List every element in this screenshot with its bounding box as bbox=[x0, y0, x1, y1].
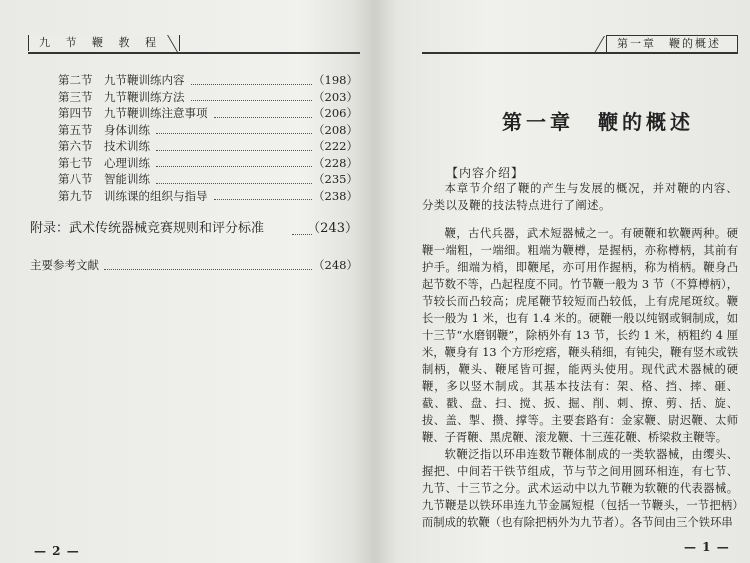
tab-slant bbox=[594, 36, 619, 53]
left-page bbox=[0, 0, 372, 563]
right-page bbox=[380, 0, 750, 563]
leader-dots bbox=[156, 133, 312, 134]
paragraph: 鞭，古代兵器，武术短器械之一。有硬鞭和软鞭两种。硬鞭一端粗，一端细。粗端为鞭樽，是握柄，亦称樽柄，其前有护手。细端为梢，即鞭尾，亦可用作握柄，称为梢柄。鞭身凸起节数不等，凸起程度不同。竹节鞭一般为 3 节（不算樽柄），节较长而凸较高；虎尾鞭节较短而凸较低，上有虎尾斑纹。鞭长一般为 1 米，也有 1.4 米的。硬鞭一般以纯钢或铜制成，如十三节“水磨钢鞭”，除柄外有 13 节，长约 1 米，柄粗约 4 厘米，鞭身有 13 个方形疙瘩，鞭头稍细，有钝尖，鞭有竖木或铁制柄，鞭头、鞭尾皆可握，能两头使用。现代武术器械的硬鞭，多以竖木制成。其基本技法有：架、格、挡、摔、砸、截、戳、盘、扫、搅、扳、掘、削、刺、撩、剪、括、旋、拔、盖、掣、攒、撑等。主要套路有：金家鞭、尉迟鞭、太师鞭、子胥鞭、黑虎鞭、滚龙鞭、十三莲花鞭、桥梁救主鞭等。 bbox=[422, 227, 738, 444]
appendix-title: 附录：武术传统器械竞赛规则和评分标准 bbox=[30, 221, 265, 236]
toc-entry-title: 技术训练 bbox=[104, 139, 150, 153]
leader-dots bbox=[156, 183, 312, 184]
toc-entry-number: 第八节 bbox=[58, 172, 93, 186]
leader-dots bbox=[214, 117, 312, 118]
leader-dots bbox=[214, 199, 312, 200]
running-head-tab bbox=[606, 35, 738, 52]
toc-entry bbox=[58, 89, 358, 106]
toc-entry-page: （198） bbox=[313, 73, 358, 87]
toc-entry-title: 身体训练 bbox=[104, 122, 150, 137]
toc-entry-page: （228） bbox=[313, 155, 358, 170]
toc-entry-page: （222） bbox=[313, 139, 358, 153]
appendix-page: （243） bbox=[307, 221, 358, 236]
toc-entry bbox=[58, 171, 358, 188]
toc-entry bbox=[58, 72, 358, 89]
toc-entry-number: 第三节 bbox=[58, 89, 93, 104]
chapter-title: 第一章 鞭的概述 bbox=[502, 110, 694, 134]
running-head-right bbox=[422, 34, 738, 54]
tab-slant bbox=[167, 35, 192, 52]
toc-appendix-entry bbox=[30, 219, 358, 239]
paragraph: 软鞭泛指以环串连数节鞭体制成的一类软器械，由缨头、握把、中间若干铁节组成，节与节之间用圆环相连，有七节、九节、十三节之分。武术运动中以九节鞭为软鞭的代表器械。九节鞭是以铁环串连九节金属短棍（包括一节鞭头，一节把柄）而制成的软鞭（也有除把柄外为九节者）。各节间由三个铁环串 bbox=[422, 448, 738, 529]
leader-dots bbox=[156, 150, 312, 151]
toc-entry-number: 第四节 bbox=[58, 106, 93, 120]
book-title: 九 节 鞭 教 程 bbox=[39, 36, 162, 49]
toc-entry-title: 心理训练 bbox=[104, 155, 150, 170]
body-text bbox=[422, 180, 738, 531]
toc-entry-page: （203） bbox=[313, 89, 358, 104]
toc-entry-page: （208） bbox=[313, 122, 358, 137]
toc-entry bbox=[58, 122, 358, 139]
toc-entry-title: 九节鞭训练内容 bbox=[104, 73, 185, 87]
references-page: （248） bbox=[313, 258, 358, 272]
chapter-running-title: 第一章 鞭的概述 bbox=[617, 37, 721, 50]
table-of-contents bbox=[58, 72, 358, 204]
leader-dots bbox=[191, 84, 312, 85]
toc-entry-number: 第九节 bbox=[58, 188, 93, 203]
running-head-tab bbox=[28, 35, 180, 51]
leader-dots bbox=[191, 100, 312, 101]
toc-entry-title: 训练课的组织与指导 bbox=[104, 188, 208, 203]
toc-entry-title: 智能训练 bbox=[104, 172, 150, 186]
toc-entry-page: （206） bbox=[313, 106, 358, 120]
toc-entry-number: 第二节 bbox=[58, 73, 93, 87]
leader-dots bbox=[104, 269, 312, 270]
leader-dots bbox=[156, 166, 312, 167]
page-number-left: — 2 — bbox=[34, 544, 80, 558]
references-title: 主要参考文献 bbox=[30, 258, 99, 272]
toc-entry bbox=[58, 155, 358, 172]
toc-entry bbox=[58, 138, 358, 155]
section-heading: 【内容介绍】 bbox=[446, 166, 525, 180]
running-head-left bbox=[28, 34, 360, 54]
toc-entry-number: 第六节 bbox=[58, 139, 93, 153]
toc-entry-title: 九节鞭训练方法 bbox=[104, 89, 185, 104]
toc-entry-number: 第五节 bbox=[58, 122, 93, 137]
toc-references-entry bbox=[30, 256, 358, 274]
intro-paragraph: 本章节介绍了鞭的产生与发展的概况，并对鞭的内容、分类以及鞭的技法特点进行了阐述。 bbox=[422, 182, 738, 212]
toc-entry-page: （238） bbox=[313, 188, 358, 203]
toc-entry bbox=[58, 105, 358, 122]
page-number-right: — 1 — bbox=[684, 540, 730, 554]
toc-entry-title: 九节鞭训练注意事项 bbox=[104, 106, 208, 120]
toc-entry-number: 第七节 bbox=[58, 155, 93, 170]
toc-entry bbox=[58, 188, 358, 205]
toc-entry-page: （235） bbox=[313, 172, 358, 186]
